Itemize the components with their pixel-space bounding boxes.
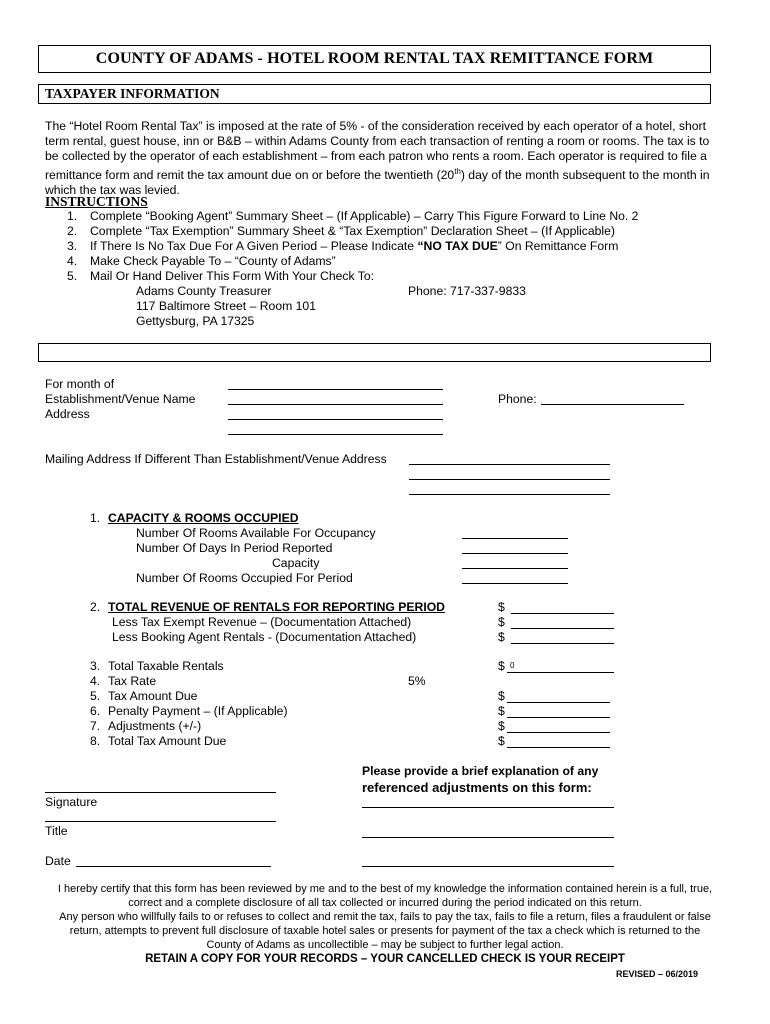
calc-num-7: 7. (90, 719, 101, 733)
revised-date: REVISED – 06/2019 (616, 969, 699, 979)
tax-rate-value: 5% (408, 674, 426, 688)
calc-dollar-3: $ (498, 659, 505, 673)
taxpayer-info-box (38, 84, 711, 104)
address-label: Address (45, 407, 90, 421)
booking-agent-label: Less Booking Agent Rentals - (Documentation Attached) (112, 630, 417, 644)
sec1-number: 1. (90, 511, 101, 525)
treasurer-phone: Phone: 717-337-9833 (408, 284, 526, 298)
adjust-explanation-field-1[interactable] (362, 807, 614, 808)
sec2-dollar-3: $ (498, 630, 505, 644)
venue-name-field[interactable] (228, 404, 443, 405)
certify-line-1: I hereby certify that this form has been reviewed by me and to the best of my knowledge the information contained herein is a full, true, (57, 883, 713, 895)
instruction-3-b: ” On Remittance Form (497, 239, 619, 253)
rooms-available-label: Number Of Rooms Available For Occupancy (136, 526, 376, 540)
adjust-explanation-field-3[interactable] (362, 866, 614, 867)
address-field-1[interactable] (228, 419, 443, 420)
mailing-address-field-2[interactable] (409, 479, 610, 480)
total-taxable-field[interactable] (507, 672, 614, 673)
calc-num-3: 3. (90, 659, 101, 673)
treasurer-address-line-3: Gettysburg, PA 17325 (136, 314, 255, 328)
title-field[interactable] (45, 821, 276, 822)
instruction-num-3: 3. (67, 239, 78, 253)
title-label: Title (45, 824, 68, 838)
adjustments-label: Adjustments (+/-) (108, 719, 202, 733)
rooms-occupied-label: Number Of Rooms Occupied For Period (136, 571, 353, 585)
instruction-text-2: Complete “Tax Exemption” Summary Sheet & “Tax Exemption” Declaration Sheet – (If Applicable) (90, 224, 615, 238)
calc-dollar-8: $ (498, 734, 505, 748)
calc-dollar-7: $ (498, 719, 505, 733)
adjust-note-line-1: Please provide a brief explanation of any (362, 764, 599, 778)
instructions-heading: INSTRUCTIONS (45, 194, 148, 209)
adjust-explanation-field-2[interactable] (362, 837, 614, 838)
instruction-text-4: Make Check Payable To – “County of Adams” (90, 254, 336, 268)
instruction-num-5: 5. (67, 269, 78, 283)
date-field[interactable] (76, 866, 271, 867)
instruction-3-bold: “NO TAX DUE (417, 239, 498, 253)
calc-num-5: 5. (90, 689, 101, 703)
instruction-text-5: Mail Or Hand Deliver This Form With Your Check To: (90, 269, 375, 283)
date-label: Date (45, 854, 71, 868)
sec2-dollar-2: $ (498, 615, 505, 629)
phone-label: Phone: (498, 392, 537, 406)
rooms-available-field[interactable] (462, 538, 568, 539)
instruction-3-a: If There Is No Tax Due For A Given Period – Please Indicate (90, 239, 418, 253)
title-box (38, 45, 711, 73)
treasurer-address-line-2: 117 Baltimore Street – Room 101 (136, 299, 316, 313)
mailing-address-field-3[interactable] (409, 494, 610, 495)
days-reported-label: Number Of Days In Period Reported (136, 541, 333, 555)
certify-line-4: return, attempts to prevent full disclosure of taxable hotel sales or presents for payment of the tax a check which is returned to the (69, 925, 701, 937)
sec2-number: 2. (90, 600, 101, 614)
instruction-text-3 (90, 239, 618, 253)
capacity-label: Capacity (272, 556, 320, 570)
intro-paragraph (45, 119, 725, 198)
certify-line-3: Any person who willfully fails to or refuses to collect and remit the tax, fails to pay the tax, fails to file a return, files a fraudulent or false (59, 911, 711, 923)
intro-text-2: ) day of the month subsequent to the month in which the tax was levied. (45, 168, 710, 198)
rooms-occupied-field[interactable] (462, 583, 568, 584)
venue-label: Establishment/Venue Name (45, 392, 196, 406)
certify-line-5: County of Adams as uncollectible – may be subject to further legal action. (206, 939, 564, 951)
instruction-num-4: 4. (67, 254, 78, 268)
adjust-note-line-2: referenced adjustments on this form: (362, 780, 592, 795)
total-taxable-label: Total Taxable Rentals (108, 659, 224, 673)
tax-exempt-label: Less Tax Exempt Revenue – (Documentation Attached) (112, 615, 412, 629)
instruction-num-1: 1. (67, 209, 78, 223)
taxpayer-info-heading: TAXPAYER INFORMATION (45, 86, 220, 101)
sec2-dollar-1: $ (498, 600, 505, 614)
tax-amount-field[interactable] (507, 702, 610, 703)
capacity-field[interactable] (462, 568, 568, 569)
separator-box (38, 343, 711, 362)
certify-line-2: correct and a complete disclosure of all tax collected or incurred during the period indicated on this return. (128, 897, 642, 909)
page-title: COUNTY OF ADAMS - HOTEL ROOM RENTAL TAX REMITTANCE FORM (95, 50, 654, 67)
address-field-2[interactable] (228, 434, 443, 435)
total-taxable-value: 0 (510, 661, 515, 670)
instruction-text-1: Complete “Booking Agent” Summary Sheet – (If Applicable) – Carry This Figure Forward to Line No. 2 (90, 209, 639, 223)
phone-field[interactable] (541, 404, 684, 405)
instruction-num-2: 2. (67, 224, 78, 238)
tax-amount-label: Tax Amount Due (108, 689, 198, 703)
total-revenue-field[interactable] (511, 613, 614, 614)
days-reported-field[interactable] (462, 553, 568, 554)
calc-dollar-5: $ (498, 689, 505, 703)
adjustments-field[interactable] (507, 732, 610, 733)
signature-label: Signature (45, 795, 98, 809)
tax-exempt-field[interactable] (511, 628, 614, 629)
penalty-label: Penalty Payment – (If Applicable) (108, 704, 288, 718)
month-field[interactable] (228, 389, 443, 390)
sec2-title: TOTAL REVENUE OF RENTALS FOR REPORTING PERIOD (108, 600, 445, 614)
sec1-title: CAPACITY & ROOMS OCCUPIED (108, 511, 299, 525)
treasurer-address-line-1: Adams County Treasurer (136, 284, 272, 298)
booking-agent-field[interactable] (511, 643, 614, 644)
calc-num-4: 4. (90, 674, 101, 688)
intro-text-1: The “Hotel Room Rental Tax” is imposed at the rate of 5% - of the consideration received by each operator of a hotel, short term rental, guest house, inn or B&B – within Adams County from each transaction of renting a room or rooms. The tax is to be collected by the operator of each establishment – from each patron who rents a room. Each operator is required to file a remittance form and remit the tax amount due on or before the twentieth (20 (45, 119, 710, 183)
calc-num-8: 8. (90, 734, 101, 748)
mailing-address-label: Mailing Address If Different Than Establishment/Venue Address (45, 452, 387, 466)
month-label: For month of (45, 377, 115, 391)
tax-rate-label: Tax Rate (108, 674, 157, 688)
total-tax-field[interactable] (507, 747, 610, 748)
calc-dollar-6: $ (498, 704, 505, 718)
signature-field[interactable] (45, 792, 276, 793)
total-tax-label: Total Tax Amount Due (108, 734, 227, 748)
mailing-address-field-1[interactable] (409, 464, 610, 465)
retain-notice: RETAIN A COPY FOR YOUR RECORDS – YOUR CANCELLED CHECK IS YOUR RECEIPT (145, 953, 625, 965)
intro-sup: th (454, 167, 461, 176)
penalty-field[interactable] (507, 717, 610, 718)
calc-num-6: 6. (90, 704, 101, 718)
